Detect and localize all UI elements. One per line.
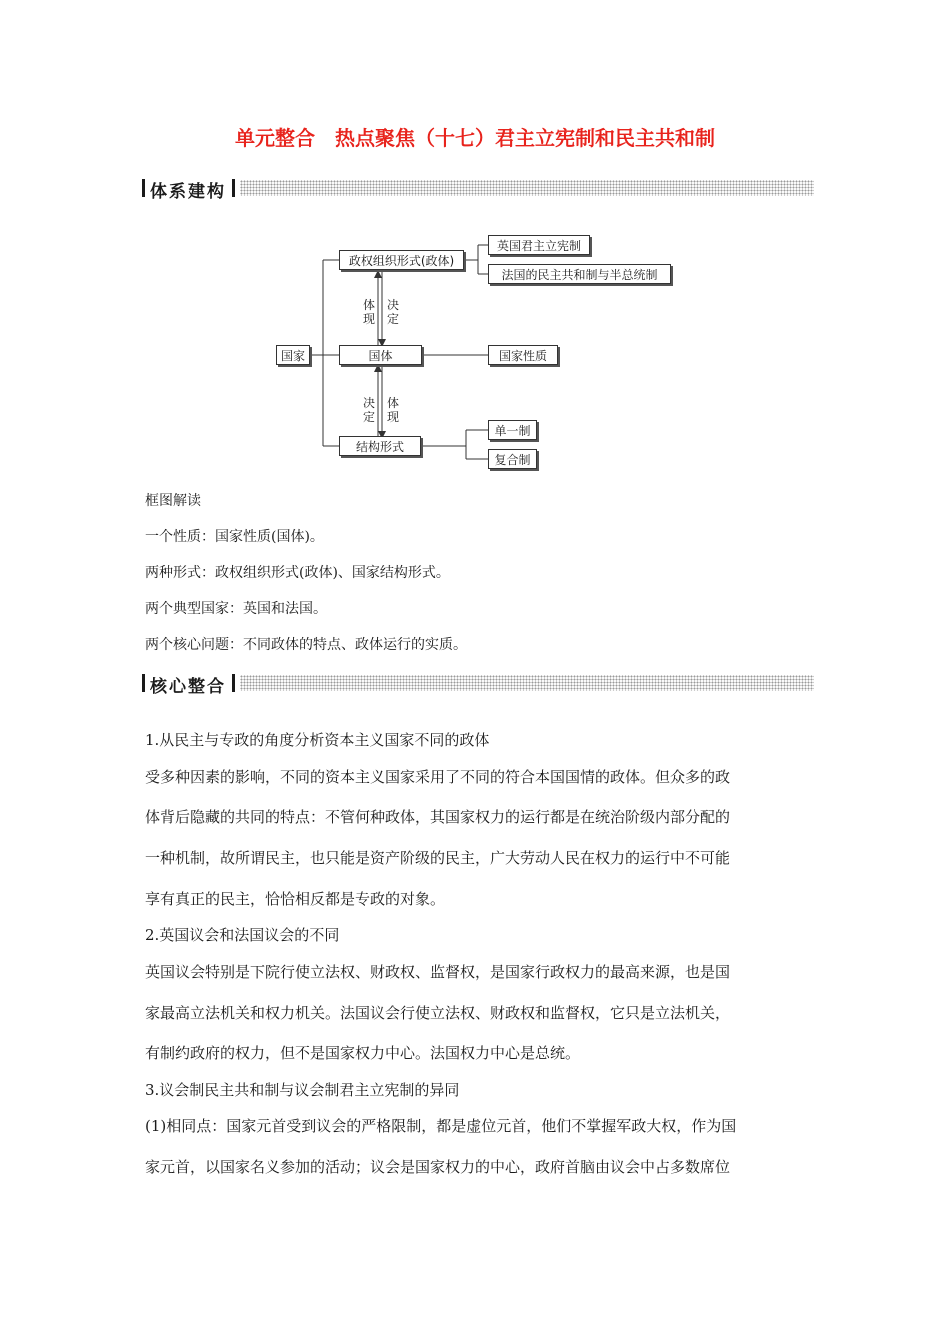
char: 现 bbox=[362, 312, 375, 326]
reading-line: 两个典型国家：英国和法国。 bbox=[145, 601, 327, 617]
body-line: 家最高立法机关和权力机关。法国议会行使立法权、财政权和监督权，它只是立法机关， bbox=[145, 1004, 731, 1022]
box-state-nature: 国体 bbox=[339, 345, 422, 365]
box-regime-form: 政权组织形式(政体) bbox=[339, 250, 464, 270]
point-heading: 2.英国议会和法国议会的不同 bbox=[145, 926, 340, 944]
reading-line: 两个核心问题：不同政体的特点、政体运行的实质。 bbox=[145, 637, 467, 653]
box-unitary: 单一制 bbox=[488, 420, 537, 440]
page-title: 单元整合 热点聚焦（十七）君主立宪制和民主共和制 bbox=[235, 126, 715, 150]
char: 体 bbox=[386, 396, 399, 410]
char: 定 bbox=[362, 410, 375, 424]
char: 定 bbox=[386, 312, 399, 326]
section-bar-right bbox=[232, 674, 235, 692]
box-nature: 国家性质 bbox=[488, 345, 558, 365]
box-fr: 法国的民主共和制与半总统制 bbox=[488, 264, 671, 284]
label-up-left bbox=[362, 298, 376, 326]
point-heading: 3.议会制民主共和制与议会制君主立宪制的异同 bbox=[145, 1081, 460, 1099]
body-line: 享有真正的民主，恰恰相反都是专政的对象。 bbox=[145, 890, 446, 908]
char: 决 bbox=[386, 298, 399, 312]
state-structure-diagram bbox=[0, 0, 950, 500]
body-line: 体背后隐藏的共同的特点：不管何种政体，其国家权力的运行都是在统治阶级内部分配的 bbox=[145, 808, 731, 826]
body-line: 有制约政府的权力，但不是国家权力中心。法国权力中心是总统。 bbox=[145, 1044, 581, 1062]
char: 现 bbox=[386, 410, 399, 424]
label-down-left bbox=[362, 396, 376, 424]
box-state: 国家 bbox=[276, 345, 310, 365]
section-header-core bbox=[142, 672, 814, 697]
section-bar-left bbox=[142, 674, 145, 692]
reading-line: 两种形式：政权组织形式(政体)、国家结构形式。 bbox=[145, 565, 450, 581]
section-dotted-rule bbox=[240, 675, 814, 691]
reading-line: 一个性质：国家性质(国体)。 bbox=[145, 529, 324, 545]
section-label: 核心整合 bbox=[150, 677, 226, 697]
body-line: 受多种因素的影响，不同的资本主义国家采用了不同的符合本国国情的政体。但众多的政 bbox=[145, 768, 731, 786]
char: 体 bbox=[362, 298, 375, 312]
body-line: 家元首，以国家名义参加的活动；议会是国家权力的中心，政府首脑由议会中占多数席位 bbox=[145, 1158, 731, 1176]
char: 决 bbox=[362, 396, 375, 410]
reading-heading: 框图解读 bbox=[145, 493, 201, 509]
body-line: 一种机制，故所谓民主，也只能是资产阶级的民主，广大劳动人民在权力的运行中不可能 bbox=[145, 849, 731, 867]
diagram-connectors bbox=[0, 0, 950, 500]
section-label: 体系建构 bbox=[150, 182, 226, 202]
label-up-right bbox=[386, 298, 400, 326]
box-uk: 英国君主立宪制 bbox=[488, 235, 590, 255]
point-heading: 1.从民主与专政的角度分析资本主义国家不同的政体 bbox=[145, 731, 490, 749]
label-down-right bbox=[386, 396, 400, 424]
body-line: (1)相同点：国家元首受到议会的严格限制，都是虚位元首，他们不掌握军政大权，作为国 bbox=[145, 1117, 737, 1135]
box-structure-form: 结构形式 bbox=[339, 436, 421, 456]
box-compound: 复合制 bbox=[488, 449, 537, 469]
body-line: 英国议会特别是下院行使立法权、财政权、监督权，是国家行政权力的最高来源，也是国 bbox=[145, 963, 731, 981]
